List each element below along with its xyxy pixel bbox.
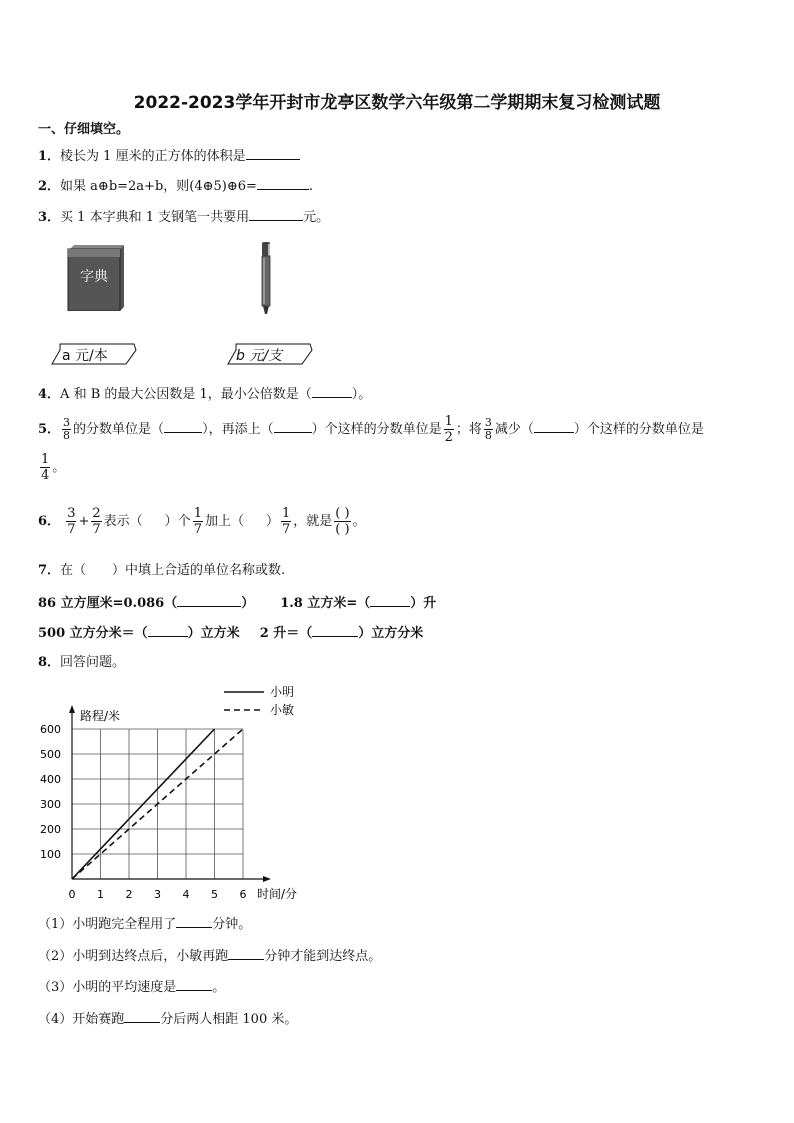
distance-time-chart bbox=[30, 680, 320, 905]
dictionary-price: a 元/本 bbox=[62, 348, 108, 364]
answer-blank[interactable] bbox=[176, 914, 212, 928]
x-tick-label: 0 bbox=[68, 888, 76, 901]
dictionary-image bbox=[66, 243, 124, 311]
y-tick-label: 200 bbox=[40, 823, 61, 836]
question-8-4: （4）开始赛跑 分后两人相距 100 米。 bbox=[38, 1009, 297, 1029]
page-title: 2022-2023学年开封市龙亭区数学六年级第二学期期末复习检测试题 bbox=[133, 93, 661, 113]
question-8-3: （3）小明的平均速度是 。 bbox=[38, 977, 225, 997]
answer-blank[interactable] bbox=[370, 593, 410, 607]
question-4: 4．A 和 B 的最大公因数是 1，最小公倍数是（ ）。 bbox=[38, 384, 371, 404]
x-tick-label: 4 bbox=[182, 888, 190, 901]
question-7a: 86 立方厘米=0.086（ ） 1.8 立方米=（ ）升 bbox=[38, 593, 436, 613]
answer-blank[interactable] bbox=[148, 623, 188, 637]
question-5-continued: $\frac{1}{4}$ 。 bbox=[41, 452, 66, 483]
y-axis-label: 路程/米 bbox=[80, 709, 121, 723]
legend-label-1: 小明 bbox=[270, 685, 295, 699]
legend-label-2: 小敏 bbox=[270, 703, 295, 717]
pen-price: b 元/支 bbox=[236, 348, 283, 364]
answer-blank[interactable] bbox=[534, 419, 574, 433]
answer-blank[interactable] bbox=[274, 419, 312, 433]
question-6: 6． $\frac{3}{7}$ + $\frac{2}{7}$ 表示（ ）个 $\frac{1}{7}$ 加上（ ） $\frac{1}{7}$ ，就是 $\frac{( )}{( )}$ 。 bbox=[38, 506, 366, 537]
y-tick-label: 600 bbox=[40, 723, 61, 736]
y-axis-arrow bbox=[69, 705, 75, 713]
pen-image bbox=[258, 240, 274, 316]
y-tick-label: 500 bbox=[40, 748, 61, 761]
question-8-2: （2）小明到达终点后，小敏再跑 分钟才能到达终点。 bbox=[38, 946, 381, 966]
answer-blank[interactable] bbox=[246, 146, 300, 160]
question-5: 5． $\frac{3}{8}$ 的分数单位是（ ），再添上（ ）个这样的分数单位是 $\frac{1}{2}$ ；将 $\frac{3}{8}$ 减少（ ）个这样的分数单位是 bbox=[38, 414, 704, 445]
x-tick-label: 3 bbox=[154, 888, 161, 901]
question-7: 7．在（ ）中填上合适的单位名称或数. bbox=[38, 563, 286, 578]
x-tick-label: 5 bbox=[211, 888, 218, 901]
answer-fraction[interactable]: $\frac{( )}{( )}$ bbox=[335, 506, 350, 537]
y-tick-label: 300 bbox=[40, 798, 61, 811]
question-8: 8．回答问题。 bbox=[38, 655, 126, 670]
dictionary-label: 字典 bbox=[80, 269, 108, 285]
x-tick-label: 1 bbox=[97, 888, 104, 901]
answer-blank[interactable] bbox=[312, 384, 352, 398]
question-8-1: （1）小明跑完全程用了 分钟。 bbox=[38, 914, 251, 934]
x-tick-label: 2 bbox=[125, 888, 133, 901]
answer-blank[interactable] bbox=[177, 593, 241, 607]
question-3: 3．买 1 本字典和 1 支钢笔一共要用 元。 bbox=[38, 207, 329, 227]
x-tick-label: 6 bbox=[239, 888, 247, 901]
answer-blank[interactable] bbox=[176, 977, 212, 991]
x-axis-arrow bbox=[263, 876, 271, 882]
answer-blank[interactable] bbox=[257, 176, 309, 190]
question-1: 1．棱长为 1 厘米的正方体的体积是 bbox=[38, 146, 300, 166]
answer-blank[interactable] bbox=[164, 419, 202, 433]
question-7b: 500 立方分米＝（ ）立方米 2 升＝（ ）立方分米 bbox=[38, 623, 423, 643]
answer-blank[interactable] bbox=[228, 946, 264, 960]
answer-blank[interactable] bbox=[124, 1009, 160, 1023]
section-heading: 一、仔细填空。 bbox=[38, 122, 130, 137]
y-tick-label: 100 bbox=[40, 848, 61, 861]
y-tick-label: 400 bbox=[40, 773, 61, 786]
x-axis-label: 时间/分 bbox=[257, 887, 298, 901]
question-2: 2．如果 a⊕b=2a+b，则(4⊕5)⊕6= . bbox=[38, 176, 313, 196]
answer-blank[interactable] bbox=[249, 207, 303, 221]
answer-blank[interactable] bbox=[312, 623, 358, 637]
